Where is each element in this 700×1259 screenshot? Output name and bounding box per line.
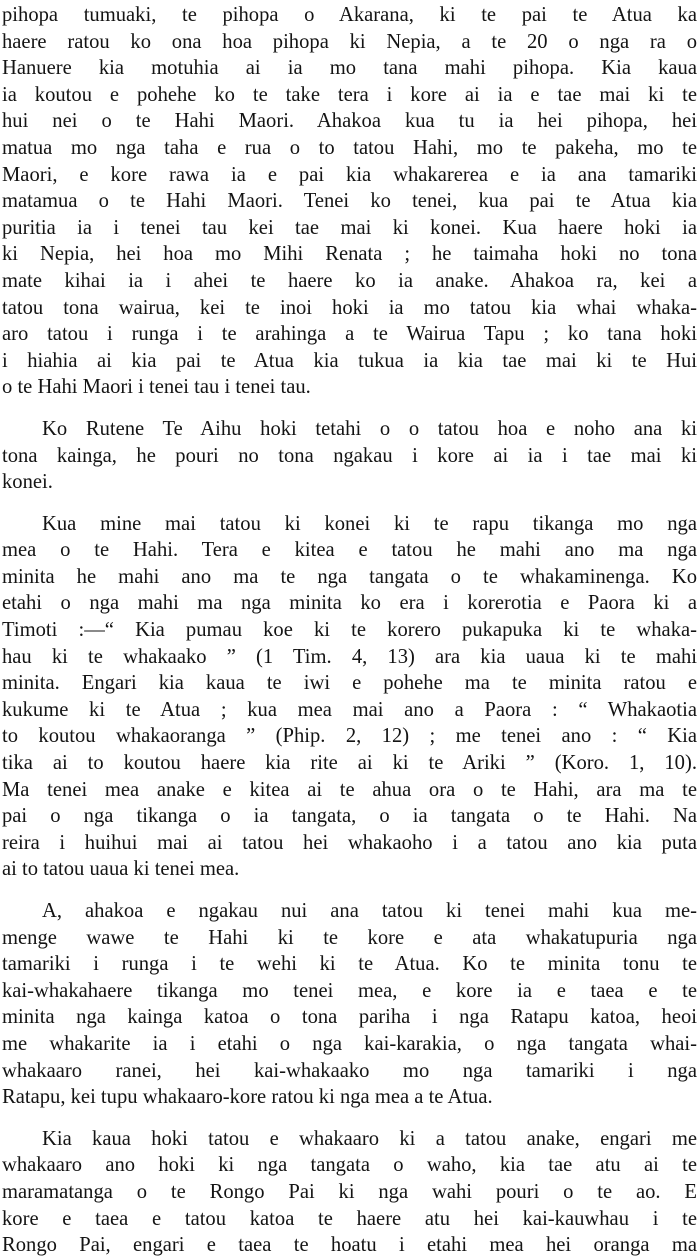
text-line: minita. Engari kia kaua te iwi e pohehe ma te minita ratou e: [2, 672, 697, 695]
text-line: konei.: [2, 471, 53, 494]
text-line: menge wawe te Hahi ki te kore e ata whakatupuria nga: [2, 926, 697, 949]
text-line: Ma tenei mea anake e kitea ai te ahua ora o te Hahi, ara ma te: [2, 778, 697, 801]
text-line: puritia ia i tenei tau kei tae mai ki konei. Kua haere hoki ia: [2, 216, 697, 239]
text-line: whakaaro ano hoki ki nga tangata o waho, kia tae atu ai te: [2, 1154, 697, 1177]
text-line: maramatanga o te Rongo Pai ki nga wahi pouri o te ao. E: [2, 1180, 697, 1203]
text-line: Ko Rutene Te Aihu hoki tetahi o o tatou hoa e noho ana ki: [42, 417, 697, 440]
text-line: aro tatou i runga i te arahinga a te Wairua Tapu ; ko tana hoki: [2, 323, 697, 346]
text-line: me whakarite ia i etahi o nga kai-karakia, o nga tangata whai-: [2, 1032, 697, 1055]
paragraph-3: [2, 511, 697, 883]
paragraph-gap: [2, 883, 697, 898]
paragraph-1: [2, 2, 697, 401]
text-line: Rongo Pai, engari e taea te hoatu i etahi mea hei oranga ma: [2, 1234, 697, 1257]
text-line: ai to tatou uaua ki tenei mea.: [2, 858, 240, 881]
text-line: minita nga kainga katoa o tona pariha i nga Ratapu katoa, heoi: [2, 1006, 697, 1029]
paragraph-5: [2, 1126, 697, 1259]
text-line: whakaaro ranei, hei kai-whakaako mo nga tamariki i nga: [2, 1059, 697, 1082]
paragraph-gap: [2, 1111, 697, 1126]
text-line: hau ki te whakaako ” (1 Tim. 4, 13) ara kia uaua ki te mahi: [2, 645, 697, 668]
text-line: Hanuere kia motuhia ai ia mo tana mahi pihopa. Kia kaua: [2, 57, 697, 80]
text-line: kukume ki te Atua ; kua mea mai ano a Paora : “ Whakaotia: [2, 698, 697, 721]
text-line: ki Nepia, hei hoa mo Mihi Renata ; he taimaha hoki no tona: [2, 243, 697, 266]
text-line: tika ai to koutou haere kia rite ai ki te Ariki ” (Koro. 1, 10).: [2, 752, 697, 775]
text-line: matamua o te Hahi Maori. Tenei ko tenei, kua pai te Atua kia: [2, 190, 697, 213]
text-line: Kia kaua hoki tatou e whakaaro ki a tatou anake, engari me: [42, 1127, 697, 1150]
text-line: mea o te Hahi. Tera e kitea e tatou he mahi ano ma nga: [2, 539, 697, 562]
text-line: to koutou whakaoranga ” (Phip. 2, 12) ; me tenei ano : “ Kia: [2, 725, 697, 748]
text-line: tatou tona wairua, kei te inoi hoki ia mo tatou kia whai whaka-: [2, 296, 697, 319]
text-line: o te Hahi Maori i tenei tau i tenei tau.: [2, 376, 311, 399]
text-line: ia koutou e pohehe ko te take tera i kore ai ia e tae mai ki te: [2, 83, 697, 106]
paragraph-gap: [2, 401, 697, 416]
text-line: Timoti :—“ Kia pumau koe ki te korero pukapuka ki te whaka-: [2, 619, 697, 642]
paragraph-4: [2, 898, 697, 1111]
text-line: Kua mine mai tatou ki konei ki te rapu tikanga mo nga: [42, 512, 697, 535]
text-line: kai-whakahaere tikanga mo tenei mea, e kore ia e taea e te: [2, 979, 697, 1002]
paragraph-2: [2, 416, 697, 496]
text-line: mate kihai ia i ahei te haere ko ia anake. Ahakoa ra, kei a: [2, 269, 697, 292]
text-line: pai o nga tikanga o ia tangata, o ia tangata o te Hahi. Na: [2, 805, 697, 828]
text-line: tona kainga, he pouri no tona ngakau i kore ai ia i tae mai ki: [2, 444, 697, 467]
text-line: reira i huihui mai ai tatou hei whakaoho i a tatou ano kia puta: [2, 831, 697, 854]
text-line: etahi o nga mahi ma nga minita ko era i korerotia e Paora ki a: [2, 592, 697, 615]
text-line: tamariki i runga i te wehi ki te Atua. Ko te minita tonu te: [2, 953, 697, 976]
text-line: Ratapu, kei tupu whakaaro-kore ratou ki nga mea a te Atua.: [2, 1086, 493, 1109]
text-line: Maori, e kore rawa ia e pai kia whakarerea e ia ana tamariki: [2, 163, 697, 186]
text-line: A, ahakoa e ngakau nui ana tatou ki tenei mahi kua me-: [42, 900, 697, 922]
text-line: matua mo nga taha e rua o to tatou Hahi, mo te pakeha, mo te: [2, 136, 697, 159]
paragraph-gap: [2, 496, 697, 511]
text-line: minita he mahi ano ma te nga tangata o te whakaminenga. Ko: [2, 565, 697, 588]
text-line: haere ratou ko ona hoa pihopa ki Nepia, a te 20 o nga ra o: [2, 30, 697, 53]
text-line: pihopa tumuaki, te pihopa o Akarana, ki te pai te Atua ka: [2, 4, 697, 26]
text-line: hui nei o te Hahi Maori. Ahakoa kua tu ia hei pihopa, hei: [2, 110, 697, 133]
text-line: kore e taea e tatou katoa te haere atu hei kai-kauwhau i te: [2, 1207, 697, 1230]
text-line: i hiahia ai kia pai te Atua kia tukua ia kia tae mai ki te Hui: [2, 349, 697, 372]
